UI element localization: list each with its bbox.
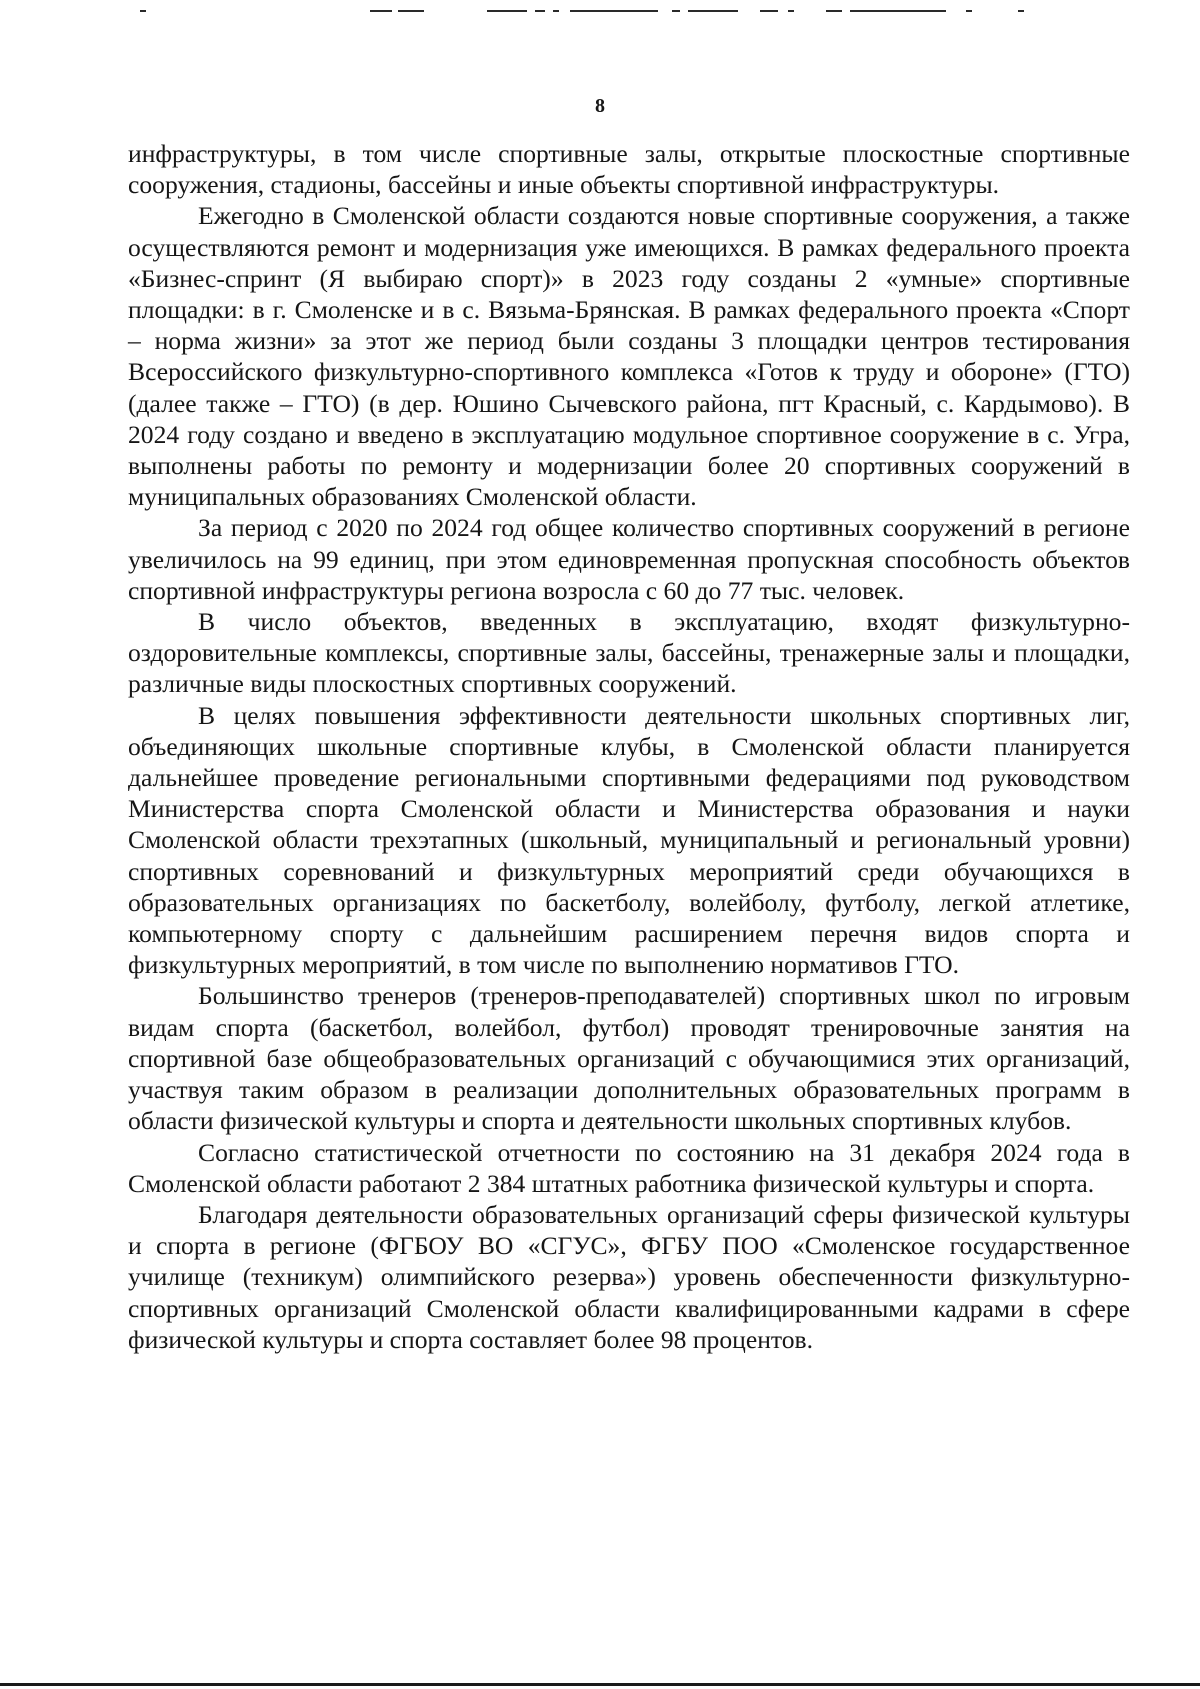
paragraph: В целях повышения эффективности деятельности школьных спортивных лиг, объединяющих школьные спортивные клубы, в Смоленской области планируется дальнейшее проведение региональными спортивными федерациями под руководством Министерства спорта Смоленской области и Министерства образования и науки Смоленской области трехэтапных (школьный, муниципальный и региональный уровни) спортивных соревнований и физкультурных мероприятий среди обучающихся в образовательных организациях по баскетболу, волейболу, футболу, легкой атлетике, компьютерному спорту с дальнейшим расширением перечня видов спорта и физкультурных мероприятий, в том числе по выполнению нормативов ГТО. bbox=[128, 700, 1130, 980]
paragraph: Согласно статистической отчетности по состоянию на 31 декабря 2024 года в Смоленской области работают 2 384 штатных работника физической культуры и спорта. bbox=[128, 1137, 1130, 1198]
page-number: 8 bbox=[595, 95, 605, 117]
page-bottom-edge bbox=[0, 1683, 1200, 1686]
paragraph: Благодаря деятельности образовательных организаций сферы физической культуры и спорта в регионе (ФГБОУ ВО «СГУС», ФГБУ ПОО «Смоленское государственное училище (техникум) олимпийского резерва») уровень обеспеченности физкультурно-спортивных организаций Смоленской области квалифицированными кадрами в сфере физической культуры и спорта составляет более 98 процентов. bbox=[128, 1199, 1130, 1354]
paragraph: Большинство тренеров (тренеров-преподавателей) спортивных школ по игровым видам спорта (баскетбол, волейбол, футбол) проводят тренировочные занятия на спортивной базе общеобразовательных организаций с обучающимися этих организаций, участвуя таким образом в реализации дополнительных образовательных программ в области физической культуры и спорта и деятельности школьных спортивных клубов. bbox=[128, 981, 1130, 1136]
paragraph: За период с 2020 по 2024 год общее количество спортивных сооружений в регионе увеличилось на 99 единиц, при этом единовременная пропускная способность объектов спортивной инфраструктуры региона возросла с 60 до 77 тыс. человек. bbox=[128, 513, 1130, 605]
paragraph: Ежегодно в Смоленской области создаются новые спортивные сооружения, а также осуществляются ремонт и модернизация уже имеющихся. В рамках федерального проекта «Бизнес-спринт (Я выбираю спорт)» в 2023 году созданы 2 «умные» спортивные площадки: в г. Смоленске и в с. Вязьма-Брянская. В рамках федерального проекта «Спорт – норма жизни» за этот же период были созданы 3 площадки центров тестирования Всероссийского физкультурно-спортивного комплекса «Готов к труду и обороне» (ГТО) (далее также – ГТО) (в дер. Юшино Сычевского района, пгт Красный, с. Кардымово). В 2024 году создано и введено в эксплуатацию модульное спортивное сооружение в с. Угра, выполнены работы по ремонту и модернизации более 20 спортивных сооружений в муниципальных образованиях Смоленской области. bbox=[128, 201, 1130, 512]
paragraph: В число объектов, введенных в эксплуатацию, входят физкультурно-оздоровительные комплексы, спортивные залы, бассейны, тренажерные залы и площадки, различные виды плоскостных спортивных сооружений. bbox=[128, 607, 1130, 699]
scan-artifact-marks bbox=[0, 10, 1200, 18]
paragraph: инфраструктуры, в том числе спортивные залы, открытые плоскостные спортивные сооружения, стадионы, бассейны и иные объекты спортивной инфраструктуры. bbox=[128, 139, 1130, 200]
document-body bbox=[128, 138, 1130, 1355]
